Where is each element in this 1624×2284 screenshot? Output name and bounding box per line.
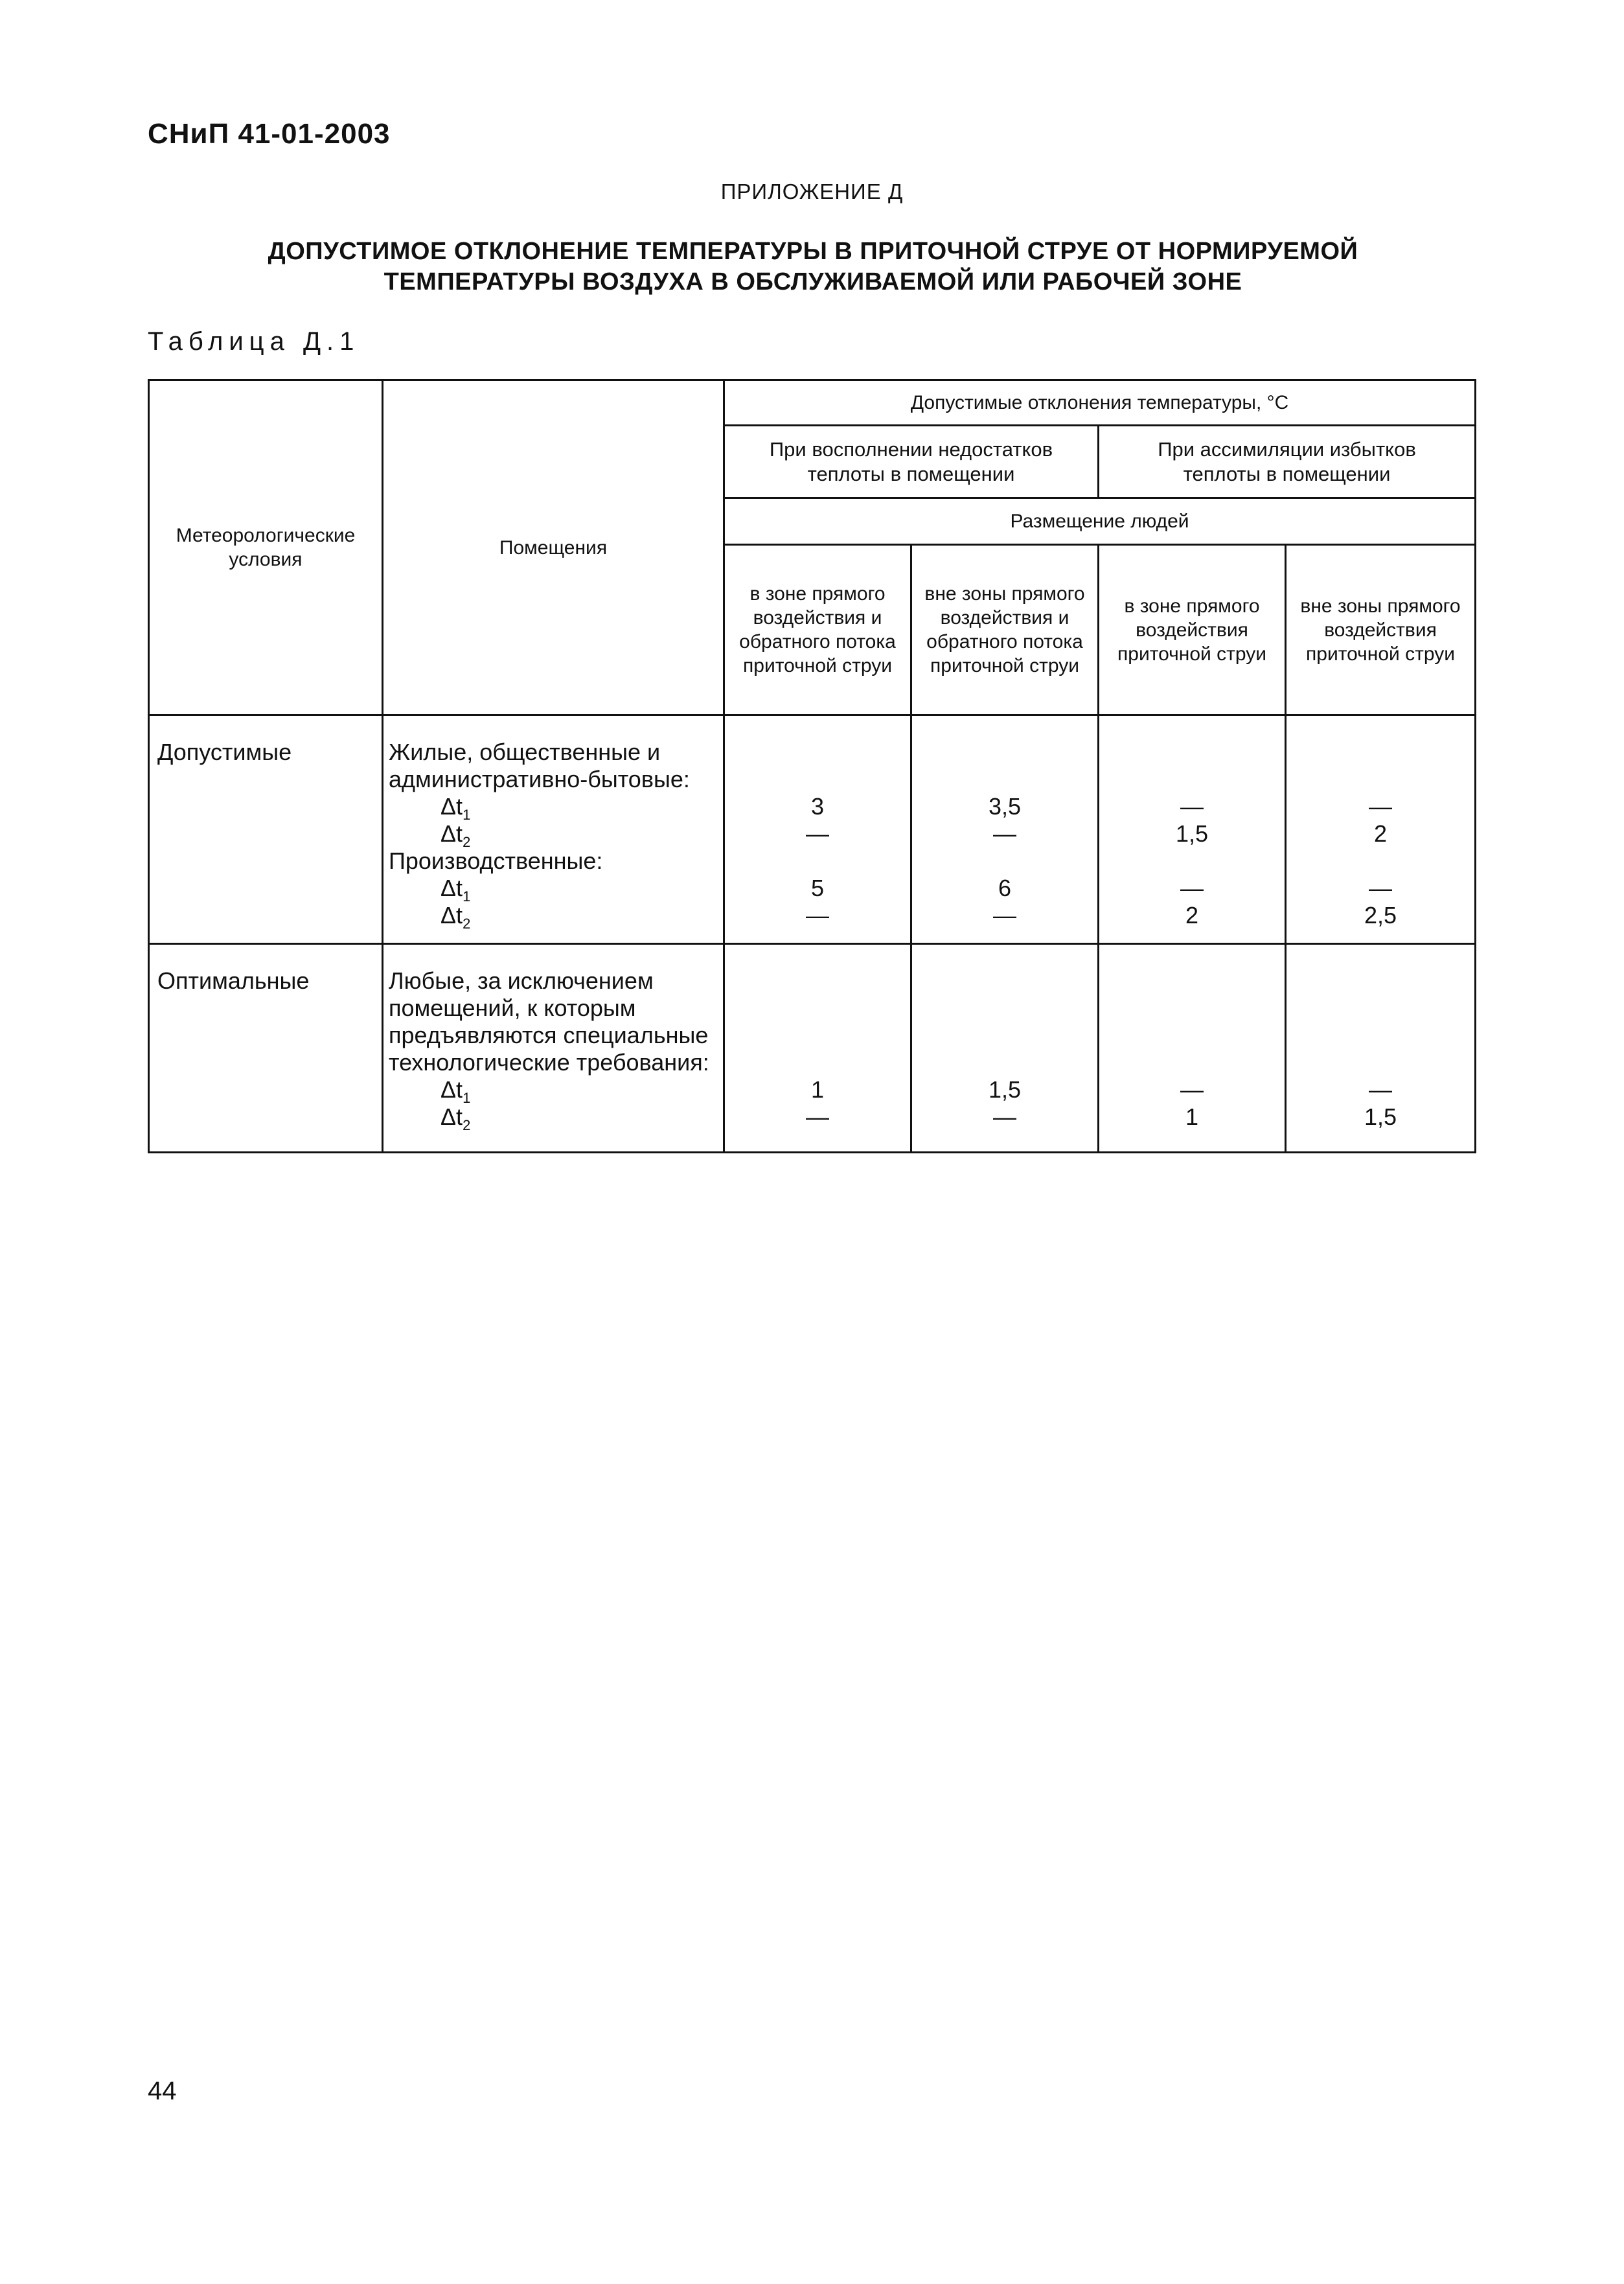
- value: 1: [1185, 1103, 1199, 1130]
- value: 1,5: [1364, 1103, 1397, 1130]
- value: 1: [810, 1076, 825, 1103]
- value-cell: [1286, 715, 1476, 944]
- header-conditions: Метеорологические условия: [149, 380, 383, 715]
- value: —: [993, 820, 1016, 847]
- value-cell: [911, 944, 1099, 1153]
- value: —: [1369, 875, 1393, 901]
- value: 2: [1185, 902, 1199, 929]
- value: 2: [1374, 820, 1388, 847]
- delta-t1-symbol: $\Delta t_1$: [440, 793, 471, 823]
- value: —: [1180, 1076, 1204, 1103]
- table-row: [149, 944, 1476, 1153]
- value: —: [1180, 793, 1204, 820]
- value: 1,5: [1175, 820, 1209, 847]
- heading-line-1: ДОПУСТИМОЕ ОТКЛОНЕНИЕ ТЕМПЕРАТУРЫ В ПРИТОЧНОЙ СТРУЕ ОТ НОРМИРУЕМОЙ: [268, 238, 1358, 265]
- value: —: [1369, 1076, 1393, 1103]
- rooms-group-label: Любые, за исключением помещений, к которым предъявляются специальные технологические требования:: [389, 967, 709, 1076]
- rooms-cell: [383, 715, 724, 944]
- delta-t2-symbol: $\Delta t_2$: [440, 1103, 471, 1133]
- page-number: 44: [148, 2077, 177, 2105]
- header-people-placement: Размещение людей: [724, 498, 1476, 545]
- value-cell: [724, 715, 911, 944]
- delta-t2-symbol: $\Delta t_2$: [440, 820, 471, 850]
- subheader-deficit-in-zone: в зоне прямого воздействия и обратного потока приточной струи: [724, 545, 911, 715]
- condition-cell: Допустимые: [149, 715, 383, 944]
- heading-line-2: ТЕМПЕРАТУРЫ ВОЗДУХА В ОБСЛУЖИВАЕМОЙ ИЛИ РАБОЧЕЙ ЗОНЕ: [383, 268, 1242, 295]
- temperature-deviation-table: [148, 379, 1476, 1153]
- value-cell: [1286, 944, 1476, 1153]
- header-rooms: Помещения: [383, 380, 724, 715]
- header-heat-deficit: При восполнении недостатков теплоты в помещении: [724, 426, 1099, 498]
- value: 2,5: [1364, 902, 1397, 929]
- table-label: Таблица Д.1: [148, 327, 360, 356]
- rooms-group-label: Производственные:: [389, 848, 603, 874]
- value-cell: [1099, 715, 1286, 944]
- document-code: СНиП 41-01-2003: [148, 118, 391, 150]
- value: —: [806, 1103, 829, 1130]
- subheader-excess-out-of-zone: вне зоны прямого воздействия приточной струи: [1286, 545, 1476, 715]
- delta-t2-symbol: $\Delta t_2$: [440, 902, 471, 932]
- value: 1,5: [988, 1076, 1022, 1103]
- header-heat-excess: При ассимиляции избытков теплоты в помещении: [1099, 426, 1476, 498]
- value: —: [806, 902, 829, 929]
- value: —: [993, 902, 1016, 929]
- subheader-excess-in-zone: в зоне прямого воздействия приточной струи: [1099, 545, 1286, 715]
- value-cell: [1099, 944, 1286, 1153]
- value: 3: [810, 793, 825, 820]
- value: —: [993, 1103, 1016, 1130]
- value: 5: [810, 875, 825, 901]
- delta-t1-symbol: $\Delta t_1$: [440, 875, 471, 905]
- subheader-deficit-out-of-zone: вне зоны прямого воздействия и обратного потока приточной струи: [911, 545, 1099, 715]
- value-cell: [911, 715, 1099, 944]
- appendix-label: ПРИЛОЖЕНИЕ Д: [720, 179, 904, 203]
- delta-t1-symbol: $\Delta t_1$: [440, 1076, 471, 1106]
- value: 6: [998, 875, 1012, 901]
- condition-cell: Оптимальные: [149, 944, 383, 1153]
- value-cell: [724, 944, 911, 1153]
- value: —: [1369, 793, 1393, 820]
- rooms-cell: [383, 944, 724, 1153]
- table-row: [149, 715, 1476, 944]
- page-heading: [155, 236, 1470, 297]
- header-temperature-deviations: Допустимые отклонения температуры, °С: [724, 380, 1476, 426]
- value: —: [1180, 875, 1204, 901]
- rooms-group-label: Жилые, общественные и административно-бытовые:: [389, 739, 690, 792]
- value: 3,5: [988, 793, 1022, 820]
- value: —: [806, 820, 829, 847]
